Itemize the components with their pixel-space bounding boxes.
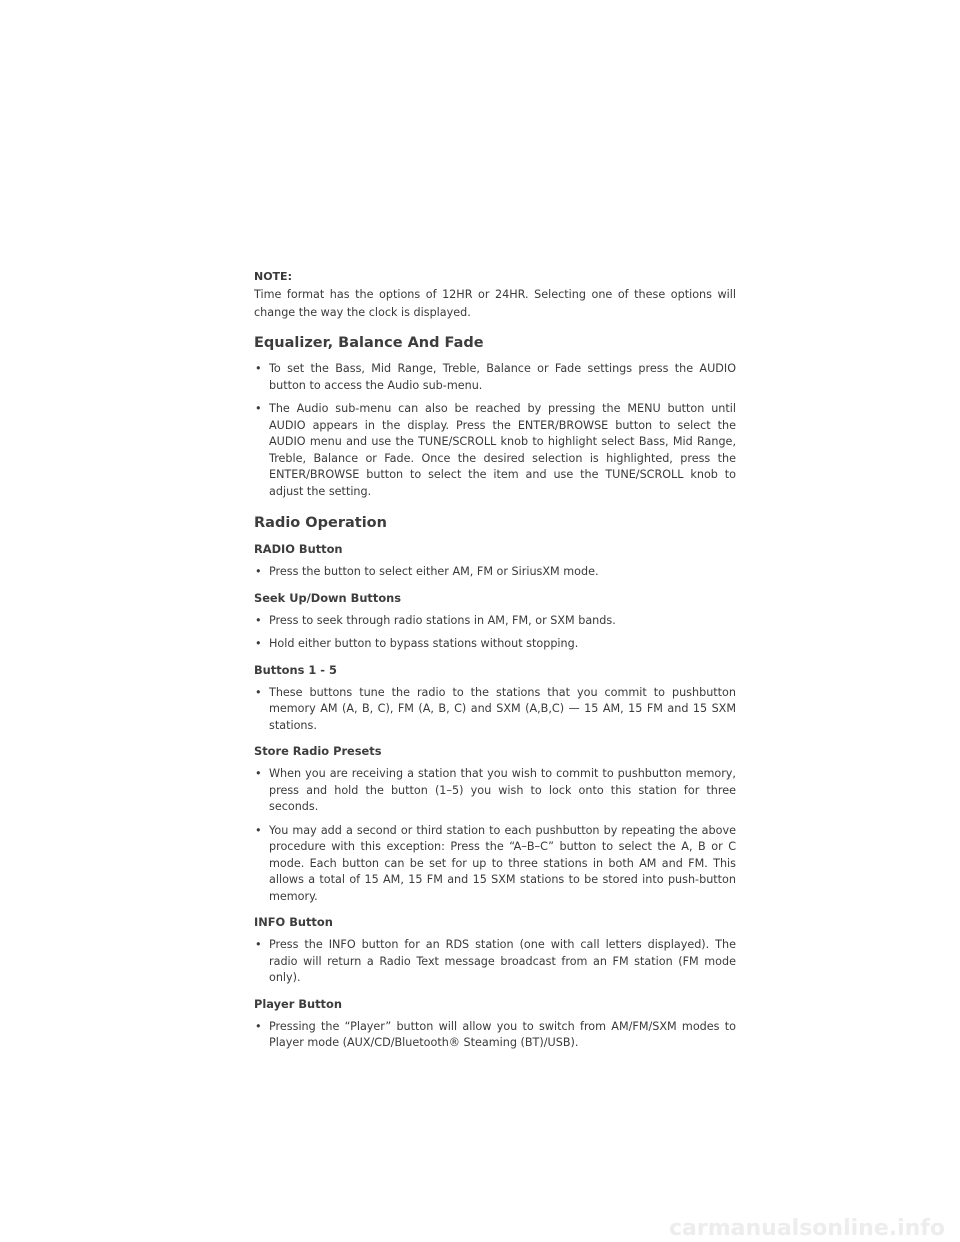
radio-button-bullet-list [254,564,736,581]
bullet-icon: • [255,767,262,780]
bullet-icon: • [255,823,262,837]
page-content [254,268,736,1059]
list-item-text: Press the button to select either AM, FM or SiriusXM mode. [269,565,599,578]
buttons15-bullet-list [254,685,736,735]
list-item [254,823,736,906]
list-item-text: These buttons tune the radio to the stations that you commit to pushbutton memory AM (A, B, C), FM (A, B, C) and SXM (A,B,C) — 15 AM, 15 FM and 15 SXM stations. [269,685,736,732]
list-item-text: The Audio sub-menu can also be reached by pressing the MENU button until AUDIO appears in the display. Press the ENTER/BROWSE button to select the AUDIO menu and use the TUNE/SCROLL knob to highlight select Bass, Mid Range, Treble, Balance or Fade. Once the desired selection is highlighted, press the ENTER/BROWSE button to select the item and use the TUNE/SCROLL knob to adjust the setting. [269,402,736,498]
list-item-text: Hold either button to bypass stations without stopping. [269,637,579,650]
equalizer-bullet-list [254,361,736,500]
bullet-icon: • [255,685,262,699]
subheading-player-button: Player Button [254,996,342,1011]
subheading-store-radio-presets: Store Radio Presets [254,744,382,758]
list-item-text: When you are receiving a station that you wish to commit to pushbutton memory, press and hold the button (1–5) you wish to lock onto this station for three seconds. [269,767,736,813]
bullet-icon: • [255,613,262,627]
bullet-icon: • [255,402,262,415]
list-item-text: Press the INFO button for an RDS station (one with call letters displayed). The radio will return a Radio Text message broadcast from an FM station (FM mode only). [269,938,736,984]
bullet-icon: • [255,1019,262,1033]
subheading-buttons-1-5: Buttons 1 - 5 [254,662,337,677]
list-item [254,613,736,630]
store-bullet-list [254,766,736,905]
list-item-text: You may add a second or third station to each pushbutton by repeating the above procedure with this exception: Press the “A–B–C” button to select the A, B or C mode. Each button can be set for up to three stations in both AM and FM. This allows a total of 15 AM, 15 FM and 15 SXM stations to be stored into push-button memory. [269,823,736,903]
list-item-text: Press to seek through radio stations in AM, FM, or SXM bands. [269,613,616,627]
subheading-seek-buttons: Seek Up/Down Buttons [254,590,402,605]
bullet-icon: • [255,362,262,375]
seek-bullet-list [254,613,736,653]
list-item [254,564,736,581]
bullet-icon: • [255,565,262,578]
list-item [254,401,736,500]
info-bullet-list [254,937,736,987]
list-item [254,766,736,816]
note-label: NOTE: [254,270,292,283]
bullet-icon: • [255,938,262,951]
list-item [254,636,736,653]
list-item [254,1019,736,1052]
list-item [254,685,736,735]
player-bullet-list [254,1019,736,1052]
subheading-radio-button: RADIO Button [254,542,343,556]
list-item-text: To set the Bass, Mid Range, Treble, Balance or Fade settings press the AUDIO button to access the Audio sub-menu. [269,362,736,392]
list-item [254,361,736,394]
subheading-info-button: INFO Button [254,915,333,929]
section-heading-equalizer: Equalizer, Balance And Fade [254,335,484,351]
list-item-text: Pressing the “Player” button will allow you to switch from AM/FM/SXM modes to Player mode (AUX/CD/Bluetooth® Steaming (BT)/USB). [269,1019,736,1049]
bullet-icon: • [255,637,262,650]
section-heading-radio-operation: Radio Operation [254,515,387,531]
watermark-text: carmanualsonline.info [669,1216,945,1241]
note-text: Time format has the options of 12HR or 24HR. Selecting one of these options will change the way the clock is displayed. [254,288,736,319]
list-item [254,937,736,987]
